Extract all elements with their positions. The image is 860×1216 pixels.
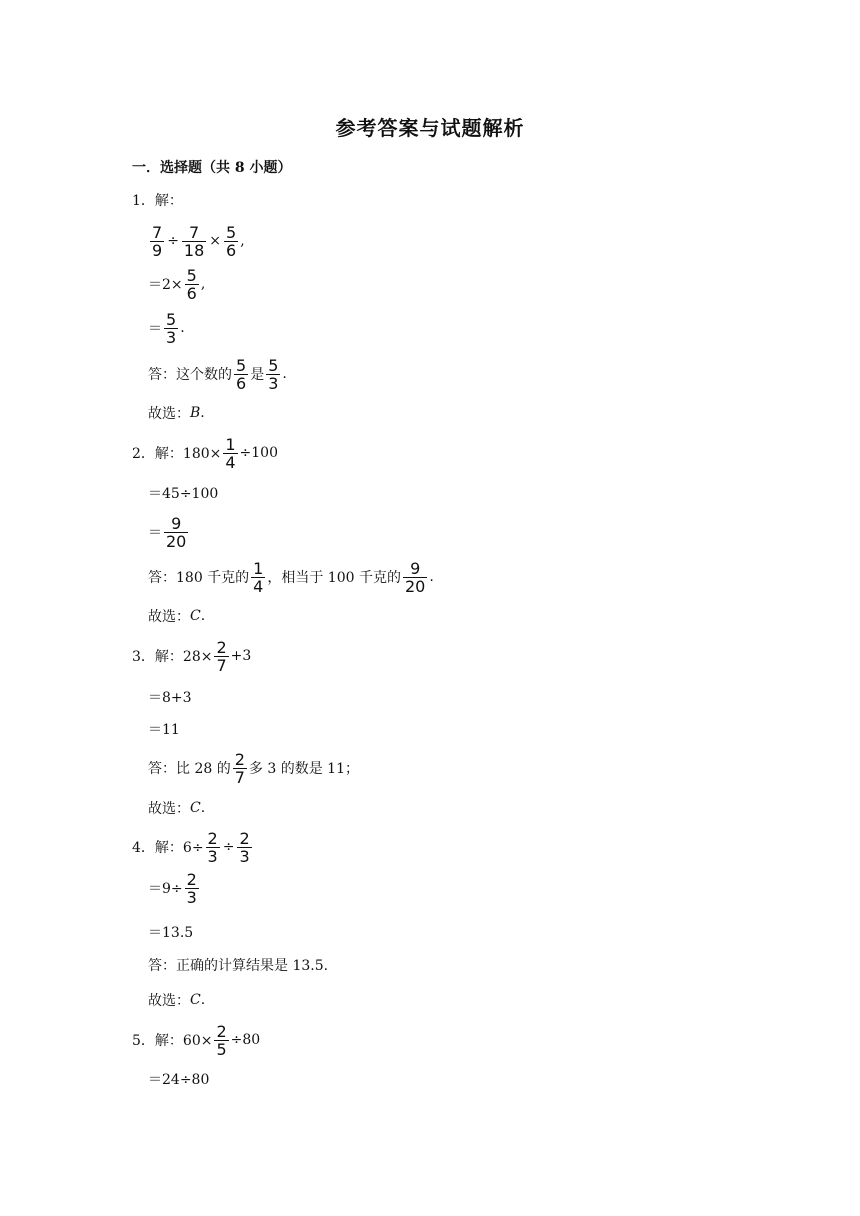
fraction: $\frac{2}{3}$	[239, 828, 250, 866]
fraction: $\frac{5}{6}$	[226, 222, 237, 260]
fraction: $\frac{2}{7}$	[234, 749, 245, 787]
fraction: $\frac{5}{6}$	[186, 265, 197, 303]
q4-step-2: ＝9÷ $\frac{2}{3}$	[148, 869, 197, 907]
q3-step-3: ＝11	[148, 722, 180, 738]
fraction: $\frac{1}{4}$	[253, 558, 264, 596]
q3-step-2: ＝8+3	[148, 690, 192, 706]
q1-choice: 故选： B .	[148, 405, 205, 422]
q2-choice: 故选： C .	[148, 608, 206, 625]
q4-step-3: ＝13.5	[148, 925, 194, 941]
q5-expression: 5．解：60× $\frac{2}{5}$ ÷80	[132, 1021, 261, 1059]
fraction: $\frac{1}{4}$	[225, 434, 236, 472]
page-title: 参考答案与试题解析	[335, 116, 525, 140]
fraction: $\frac{2}{3}$	[207, 828, 218, 866]
q2-expression: 2．解：180× $\frac{1}{4}$ ÷100	[132, 434, 278, 472]
fraction: $\frac{7}{18}$	[183, 222, 205, 260]
q5-step-2: ＝24÷80	[148, 1072, 210, 1088]
q4-expression: 4．解：6÷ $\frac{2}{3}$ ÷ $\frac{2}{3}$	[132, 828, 250, 866]
fraction: $\frac{2}{7}$	[216, 637, 227, 675]
q3-answer: 答：比 28 的 $\frac{2}{7}$ 多 3 的数是 11；	[148, 749, 359, 787]
q1-step-2: ＝2× $\frac{5}{6}$ ,	[148, 265, 206, 303]
fraction: $\frac{5}{6}$	[236, 355, 247, 393]
fraction: $\frac{5}{3}$	[166, 309, 177, 347]
q2-step-2: ＝45÷100	[148, 486, 219, 502]
fraction: $\frac{2}{5}$	[216, 1021, 227, 1059]
q2-step-3: ＝ $\frac{9}{20}$	[148, 513, 187, 551]
q4-choice: 故选： C .	[148, 992, 206, 1009]
q1-expression: $\frac{7}{9}$ ÷ $\frac{7}{18}$ × $\frac{5}{6}$ ,	[152, 222, 245, 260]
fraction: $\frac{9}{20}$	[404, 558, 426, 596]
q3-expression: 3．解：28× $\frac{2}{7}$ +3	[132, 637, 252, 675]
q3-choice: 故选： C .	[148, 800, 206, 817]
q1-step-3: ＝ $\frac{5}{3}$ .	[148, 309, 185, 347]
section-heading: 一．选择题（共 8 小题）	[132, 160, 292, 176]
q1-answer: 答：这个数的 $\frac{5}{6}$ 是 $\frac{5}{3}$ .	[148, 355, 287, 393]
fraction: $\frac{7}{9}$	[152, 222, 163, 260]
fraction: $\frac{9}{20}$	[166, 513, 187, 551]
q2-answer: 答：180 千克的 $\frac{1}{4}$ ，相当于 100 千克的 $\frac{9}{20}$ .	[148, 558, 434, 596]
fraction: $\frac{2}{3}$	[186, 869, 197, 907]
q1-label: 1．解：	[132, 193, 183, 209]
fraction: $\frac{5}{3}$	[268, 355, 279, 393]
q4-answer: 答：正确的计算结果是 13.5.	[148, 958, 329, 974]
